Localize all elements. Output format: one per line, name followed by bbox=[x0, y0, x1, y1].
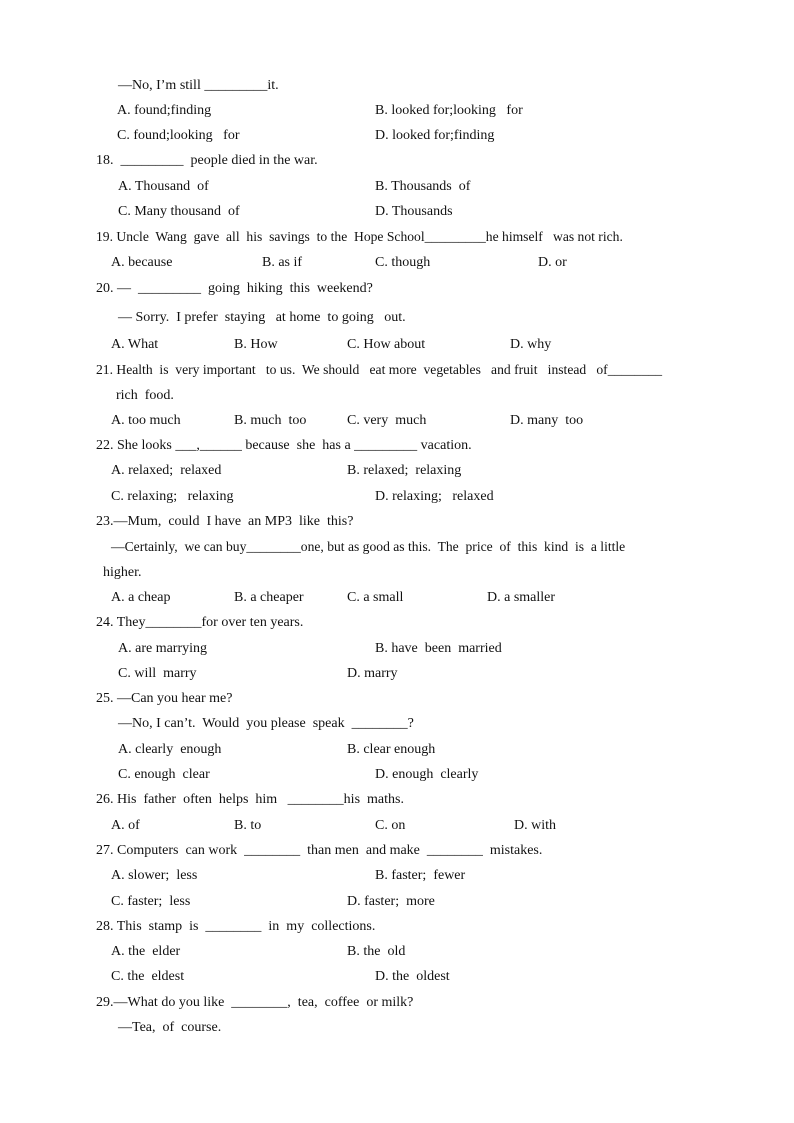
q22-stem: 22. She looks ___,______ because she has a _________ vacation. bbox=[96, 438, 472, 453]
q22-option-b: B. relaxed; relaxing bbox=[347, 463, 462, 478]
q25-stem: 25. —Can you hear me? bbox=[96, 691, 233, 706]
q19-option-c: C. though bbox=[375, 255, 431, 270]
q19-stem: 19. Uncle Wang gave all his savings to the Hope School_________he himself was not rich. bbox=[96, 229, 623, 244]
q28-option-d: D. the oldest bbox=[375, 969, 450, 984]
q21-stem-continued: rich food. bbox=[116, 388, 174, 403]
q22-option-a: A. relaxed; relaxed bbox=[111, 463, 222, 478]
q23-reply-continued: higher. bbox=[103, 565, 142, 580]
q25-option-b: B. clear enough bbox=[347, 742, 436, 757]
q17-option-d: D. looked for;finding bbox=[375, 128, 495, 143]
q26-option-c: C. on bbox=[375, 818, 406, 833]
q27-option-a: A. slower; less bbox=[111, 868, 198, 883]
q23-option-b: B. a cheaper bbox=[234, 590, 304, 605]
q18-option-b: B. Thousands of bbox=[375, 179, 471, 194]
q19-option-a: A. because bbox=[111, 255, 173, 270]
q25-option-d: D. enough clearly bbox=[375, 767, 479, 782]
q23-stem: 23.—Mum, could I have an MP3 like this? bbox=[96, 514, 354, 529]
q24-stem: 24. They________for over ten years. bbox=[96, 615, 304, 630]
q27-stem: 27. Computers can work ________ than men and make ________ mistakes. bbox=[96, 843, 543, 858]
q19-option-b: B. as if bbox=[262, 255, 303, 270]
q24-option-d: D. marry bbox=[347, 666, 398, 681]
q20-stem: 20. — _________ going hiking this weekend? bbox=[96, 281, 373, 296]
q29-reply: —Tea, of course. bbox=[118, 1020, 222, 1035]
q26-option-b: B. to bbox=[234, 818, 262, 833]
q20-option-d: D. why bbox=[510, 337, 552, 352]
q21-option-d: D. many too bbox=[510, 413, 584, 428]
q22-option-d: D. relaxing; relaxed bbox=[375, 489, 494, 504]
q24-option-b: B. have been married bbox=[375, 641, 502, 656]
q21-option-a: A. too much bbox=[111, 413, 181, 428]
q25-reply: —No, I can’t. Would you please speak ________? bbox=[118, 716, 414, 731]
q28-option-a: A. the elder bbox=[111, 944, 181, 959]
q22-option-c: C. relaxing; relaxing bbox=[111, 489, 234, 504]
q25-option-a: A. clearly enough bbox=[118, 742, 222, 757]
q24-option-c: C. will marry bbox=[118, 666, 197, 681]
q26-option-a: A. of bbox=[111, 818, 140, 833]
q25-option-c: C. enough clear bbox=[118, 767, 210, 782]
q18-option-a: A. Thousand of bbox=[118, 179, 209, 194]
q27-option-c: C. faster; less bbox=[111, 894, 191, 909]
q27-option-b: B. faster; fewer bbox=[375, 868, 466, 883]
q23-option-a: A. a cheap bbox=[111, 590, 171, 605]
q20-option-b: B. How bbox=[234, 337, 278, 352]
q20-option-a: A. What bbox=[111, 337, 159, 352]
q17-answer-line: —No, I’m still _________it. bbox=[118, 78, 279, 93]
q21-stem: 21. Health is very important to us. We should eat more vegetables and fruit instead of________ bbox=[96, 362, 663, 377]
q28-stem: 28. This stamp is ________ in my collections. bbox=[96, 919, 376, 934]
q23-reply: —Certainly, we can buy________one, but as good as this. The price of this kind is a little bbox=[111, 539, 626, 554]
q20-reply: — Sorry. I prefer staying at home to going out. bbox=[118, 310, 406, 325]
q24-option-a: A. are marrying bbox=[118, 641, 208, 656]
q23-option-c: C. a small bbox=[347, 590, 404, 605]
q18-option-c: C. Many thousand of bbox=[118, 204, 240, 219]
q23-option-d: D. a smaller bbox=[487, 590, 556, 605]
q20-option-c: C. How about bbox=[347, 337, 426, 352]
q26-stem: 26. His father often helps him ________his maths. bbox=[96, 792, 404, 807]
q18-stem: 18. _________ people died in the war. bbox=[96, 153, 318, 168]
q21-option-b: B. much too bbox=[234, 413, 307, 428]
q18-option-d: D. Thousands bbox=[375, 204, 453, 219]
q17-option-a: A. found;finding bbox=[117, 103, 212, 118]
q29-stem: 29.—What do you like ________, tea, coffee or milk? bbox=[96, 995, 414, 1010]
q26-option-d: D. with bbox=[514, 818, 556, 833]
q27-option-d: D. faster; more bbox=[347, 894, 435, 909]
q19-option-d: D. or bbox=[538, 255, 567, 270]
q17-option-b: B. looked for;looking for bbox=[375, 103, 523, 118]
q28-option-b: B. the old bbox=[347, 944, 406, 959]
q28-option-c: C. the eldest bbox=[111, 969, 185, 984]
q21-option-c: C. very much bbox=[347, 413, 427, 428]
q17-option-c: C. found;looking for bbox=[117, 128, 240, 143]
